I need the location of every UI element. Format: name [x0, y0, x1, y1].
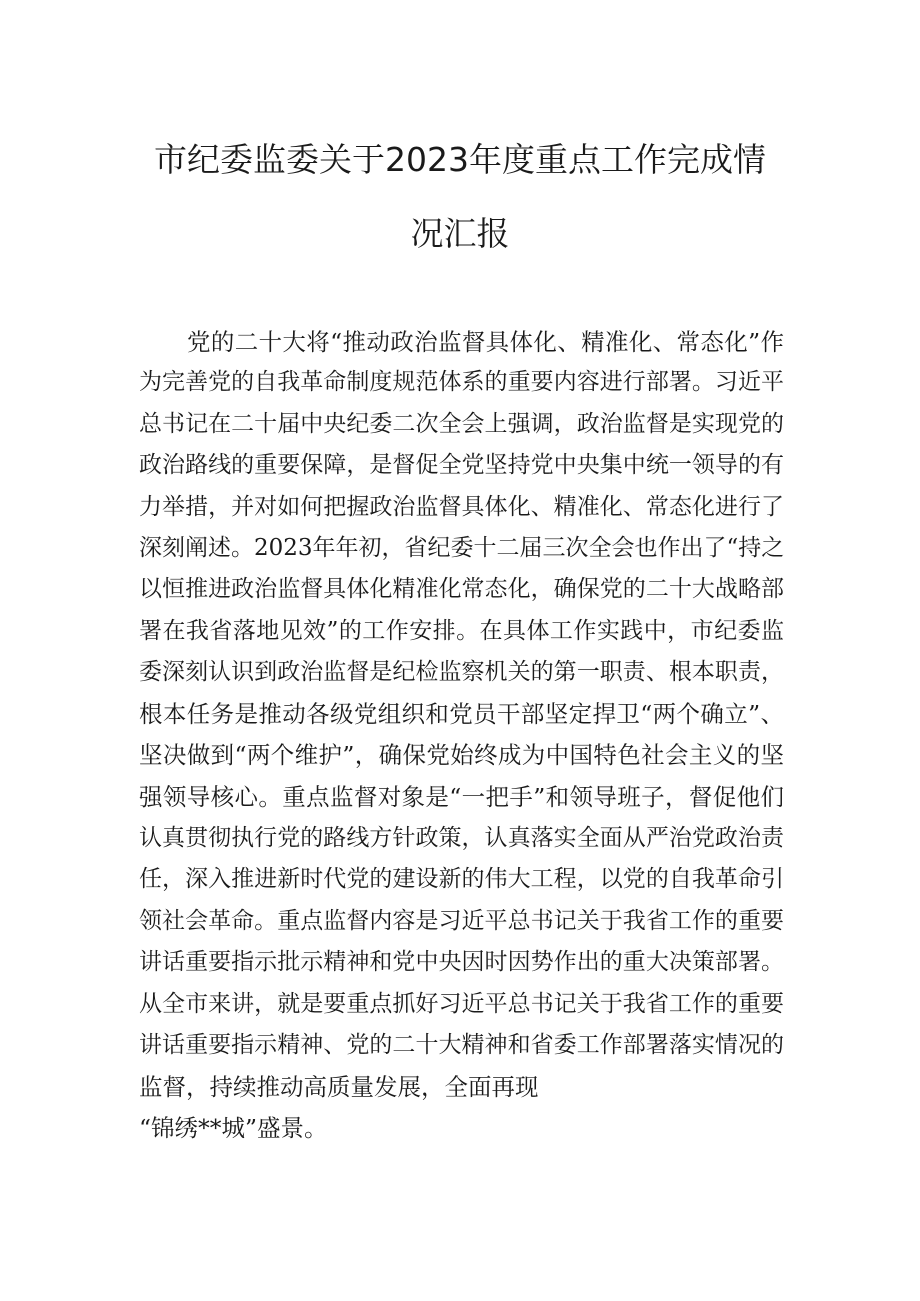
paragraph-line: 领社会革命。重点监督内容是习近平总书记关于我省工作的重要 [139, 908, 784, 934]
document-title-line-2: 况汇报 [410, 214, 510, 253]
paragraph-line: 为完善党的自我革命制度规范体系的重要内容进行部署。习近平 [139, 369, 784, 395]
paragraph-line: “锦绣**城”盛景。 [139, 1114, 328, 1142]
paragraph-line: 署在我省落地见效”的工作安排。在具体工作实践中，市纪委监 [139, 618, 784, 644]
paragraph-line: 强领导核心。重点监督对象是“一把手”和领导班子，督促他们 [139, 783, 784, 811]
paragraph-line: 讲话重要指示精神、党的二十大精神和省委工作部署落实情况的 [139, 1032, 784, 1058]
paragraph-line: 总书记在二十届中央纪委二次全会上强调，政治监督是实现党的 [139, 411, 784, 437]
paragraph-line: 监督，持续推动高质量发展，全面再现 [139, 1073, 539, 1101]
paragraph-line: 力举措，并对如何把握政治监督具体化、精准化、常态化进行了 [139, 494, 784, 520]
paragraph-line: 党的二十大将“推动政治监督具体化、精准化、常态化”作 [187, 328, 784, 356]
paragraph-line: 深刻阐述。2023年年初，省纪委十二届三次全会也作出了“持之 [139, 535, 785, 561]
paragraph-line: 根本任务是推动各级党组织和党员干部坚定捍卫“两个确立”、 [139, 700, 784, 728]
paragraph-line: 讲话重要指示批示精神和党中央因时因势作出的重大决策部署。 [139, 949, 784, 975]
paragraph-line: 政治路线的重要保障，是督促全党坚持党中央集中统一领导的有 [139, 452, 784, 478]
paragraph-line: 认真贯彻执行党的路线方针政策，认真落实全面从严治党政治责 [139, 825, 784, 851]
paragraph-line: 坚决做到“两个维护”，确保党始终成为中国特色社会主义的坚 [139, 741, 784, 769]
paragraph-line: 从全市来讲，就是要重点抓好习近平总书记关于我省工作的重要 [139, 991, 784, 1017]
paragraph-line: 委深刻认识到政治监督是纪检监察机关的第一职责、根本职责， [139, 659, 784, 685]
paragraph-line: 任，深入推进新时代党的建设新的伟大工程，以党的自我革命引 [139, 866, 784, 892]
paragraph-line: 以恒推进政治监督具体化精准化常态化，确保党的二十大战略部 [139, 576, 784, 602]
document-title-line-1: 市纪委监委关于2023年度重点工作完成情 [154, 140, 766, 179]
